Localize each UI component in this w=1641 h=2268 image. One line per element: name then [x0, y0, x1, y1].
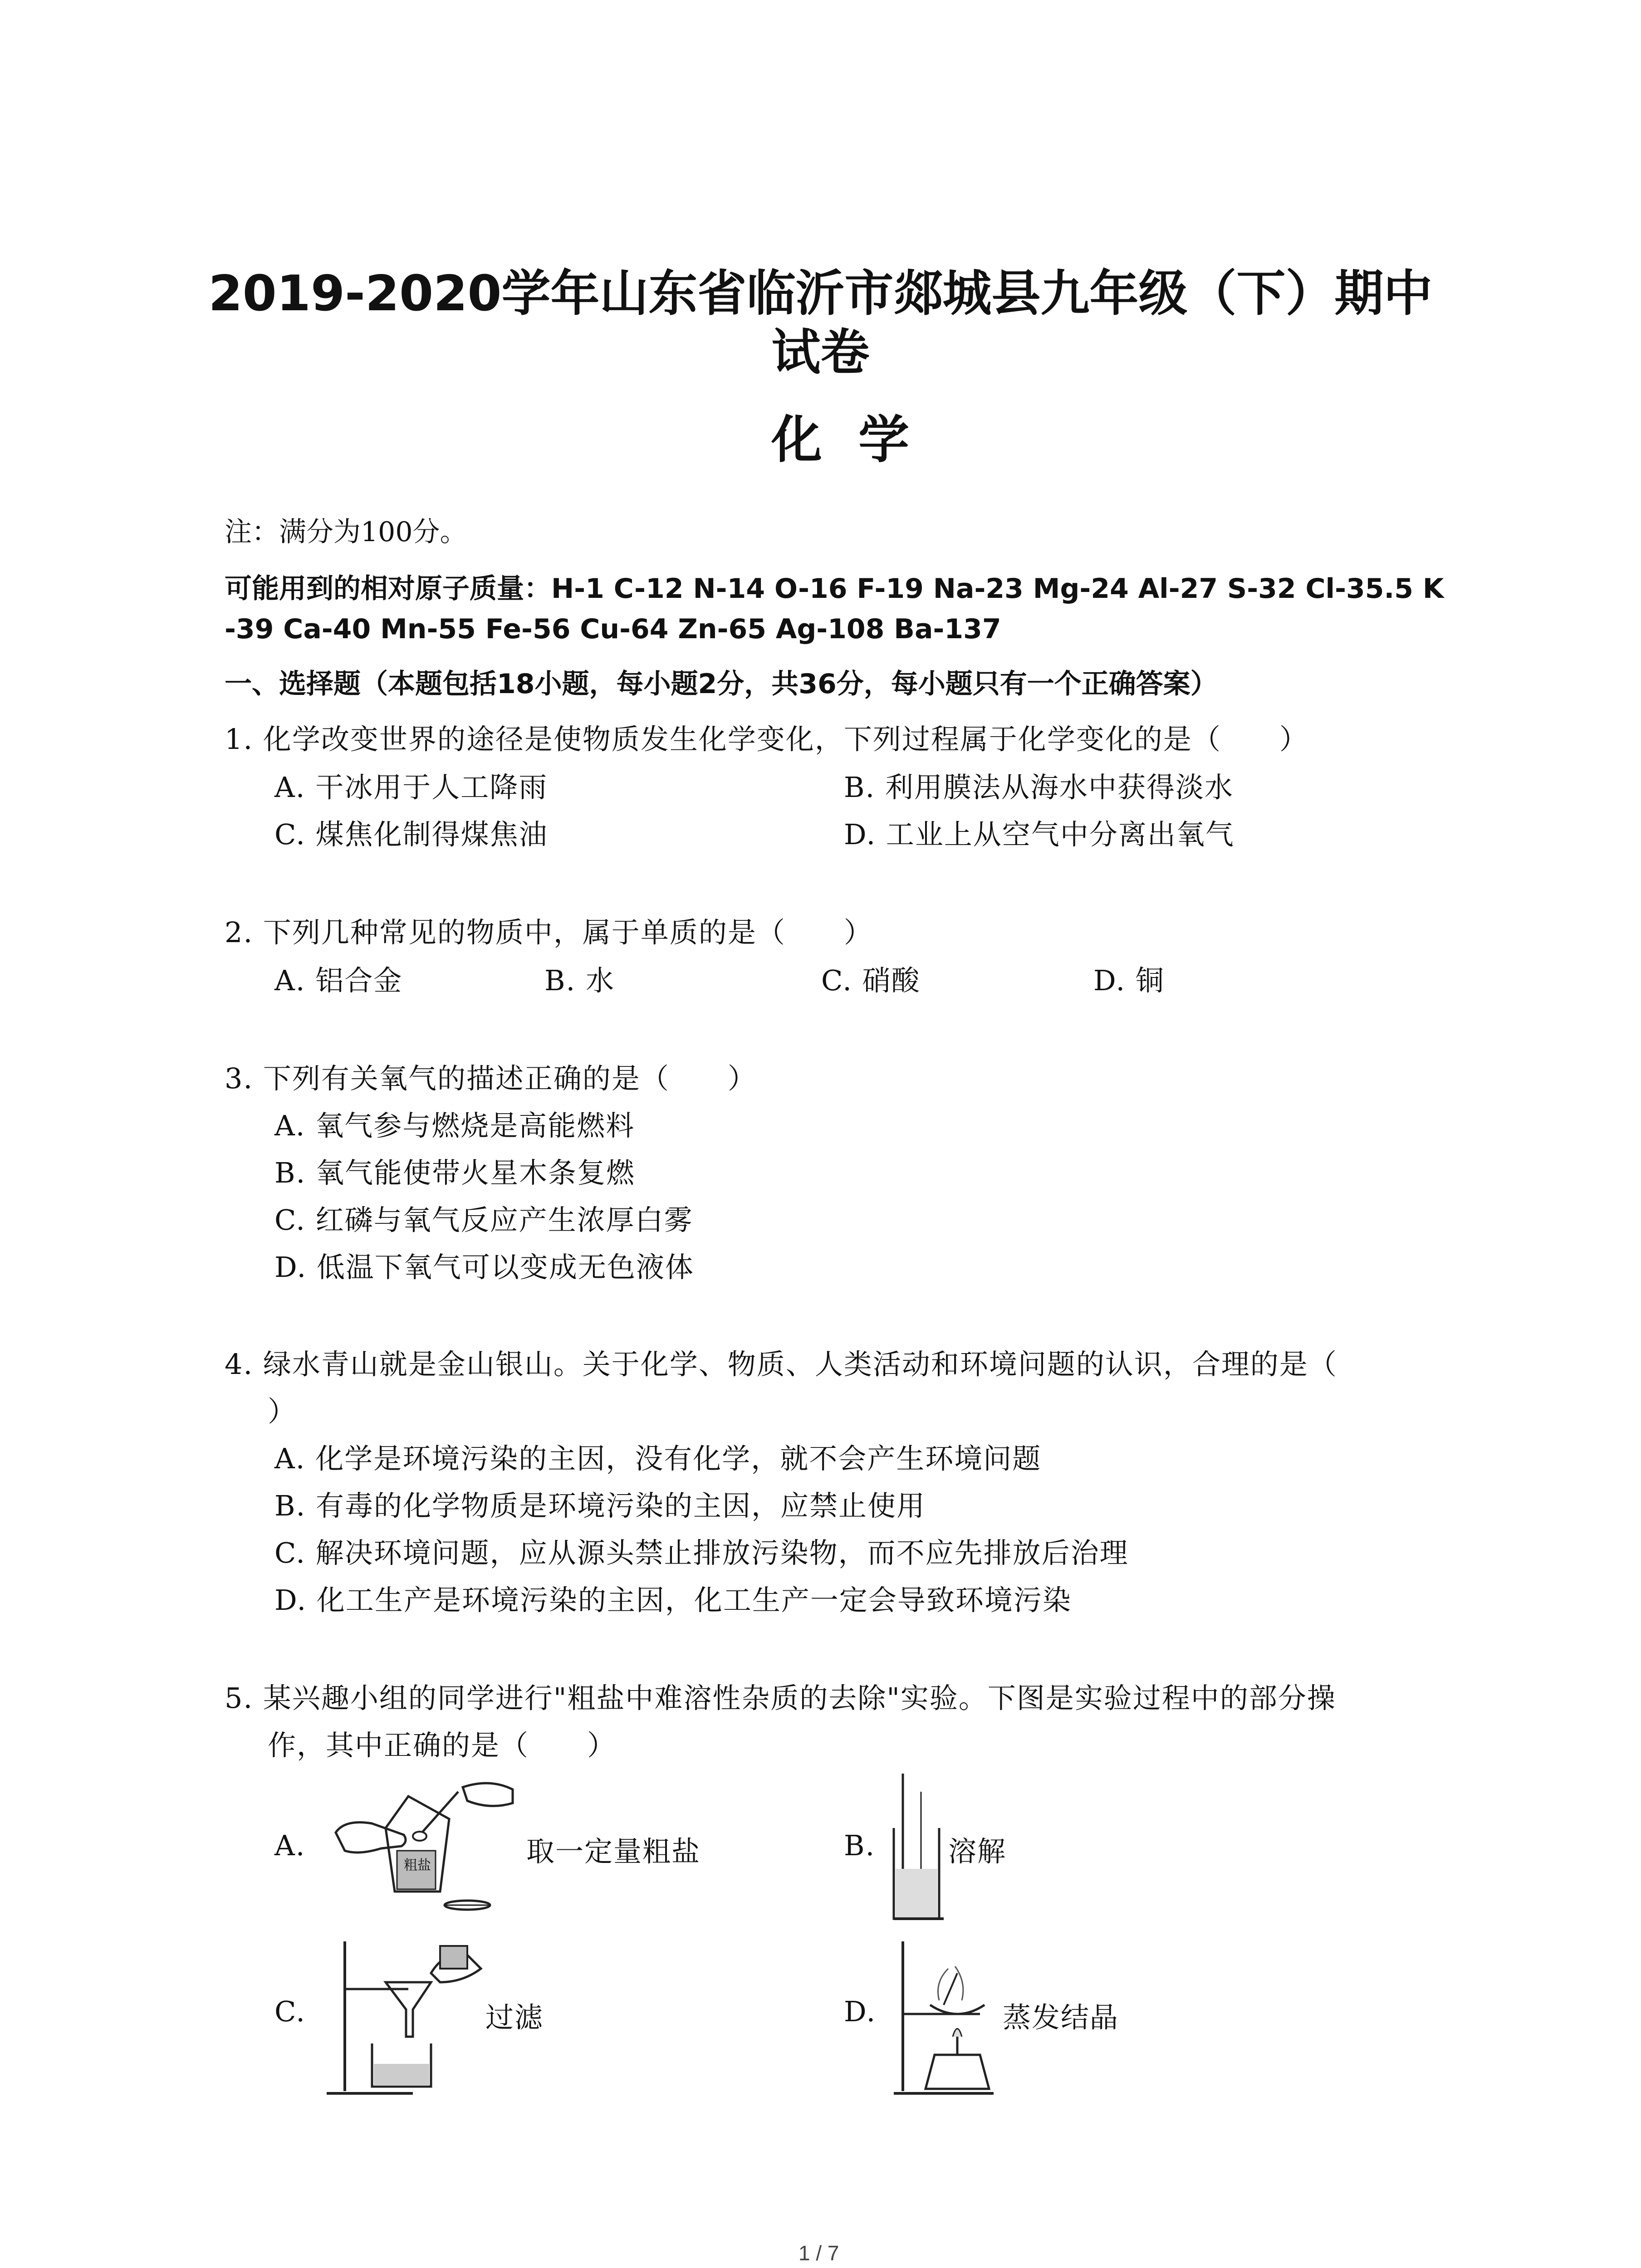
option-c: C. 煤焦化制得煤焦油 — [274, 818, 548, 851]
option-a-caption: 取一定量粗盐 — [526, 1835, 701, 1868]
exam-title-line2: 试卷 — [771, 324, 870, 381]
atomic-masses-line1: 可能用到的相对原子质量：H-1 C-12 N-14 O-16 F-19 Na-23 Mg-24 Al-27 S-32 Cl-35.5 K — [225, 573, 1444, 605]
option-c: C. 硝酸 — [821, 964, 921, 997]
score-note: 注：满分为100分。 — [225, 516, 467, 548]
question-stem-cont: 作，其中正确的是（ ） — [268, 1729, 617, 1762]
evaporation-dish-icon — [889, 1932, 1007, 2105]
page-number: 1 / 7 — [798, 2241, 839, 2265]
question-stem: 1. 化学改变世界的途径是使物质发生化学变化，下列过程属于化学变化的是（ ） — [225, 723, 1308, 756]
option-d: D. 低温下氧气可以变成无色液体 — [274, 1251, 694, 1284]
option-a: A. 氧气参与燃烧是高能燃料 — [274, 1109, 635, 1142]
question-stem: 5. 某兴趣小组的同学进行"粗盐中难溶性杂质的去除"实验。下图是实验过程中的部分操 — [225, 1681, 1336, 1715]
spoon-salt-icon — [318, 1769, 522, 1928]
option-c-letter: C. — [274, 1995, 306, 2028]
option-a: A. 铝合金 — [274, 964, 403, 997]
option-b-caption: 溶解 — [948, 1835, 1007, 1868]
option-b: B. 利用膜法从海水中获得淡水 — [844, 771, 1234, 804]
exam-title-line1: 2019-2020学年山东省临沂市郯城县九年级（下）期中 — [208, 265, 1433, 322]
option-c: C. 解决环境问题，应从源头禁止排放污染物，而不应先排放后治理 — [274, 1536, 1129, 1569]
option-b-letter: B. — [844, 1829, 876, 1862]
option-a: A. 化学是环境污染的主因，没有化学，就不会产生环境问题 — [274, 1442, 1042, 1475]
filter-funnel-icon — [318, 1932, 490, 2105]
question-stem-cont: ） — [268, 1395, 297, 1428]
option-d-letter: D. — [844, 1995, 877, 2028]
option-b: B. 氧气能使带火星木条复燃 — [274, 1156, 635, 1189]
option-c: C. 红磷与氧气反应产生浓厚白雾 — [274, 1203, 693, 1237]
question-stem: 2. 下列几种常见的物质中，属于单质的是（ ） — [225, 916, 873, 949]
option-d: D. 工业上从空气中分离出氧气 — [844, 818, 1234, 851]
atomic-masses-line2: -39 Ca-40 Mn-55 Fe-56 Cu-64 Zn-65 Ag-108 Ba-137 — [225, 613, 1001, 645]
subject-title: 化学 — [771, 411, 945, 469]
question-stem: 3. 下列有关氧气的描述正确的是（ ） — [225, 1062, 757, 1095]
option-b: B. 水 — [544, 964, 615, 997]
option-d: D. 铜 — [1093, 964, 1165, 997]
option-a: A. 干冰用于人工降雨 — [274, 771, 548, 804]
question-stem: 4. 绿水青山就是金山银山。关于化学、物质、人类活动和环境问题的认识，合理的是（ — [225, 1348, 1337, 1381]
option-d: D. 化工生产是环境污染的主因，化工生产一定会导致环境污染 — [274, 1584, 1072, 1617]
option-a-letter: A. — [274, 1829, 306, 1862]
option-d-caption: 蒸发结晶 — [1003, 2001, 1119, 2034]
beaker-stir-icon — [889, 1769, 948, 1928]
salt-label: 粗盐 — [404, 1857, 431, 1873]
section-header: 一、选择题（本题包括18小题，每小题2分，共36分，每小题只有一个正确答案） — [225, 668, 1218, 700]
option-c-caption: 过滤 — [485, 2001, 544, 2034]
option-b: B. 有毒的化学物质是环境污染的主因，应禁止使用 — [274, 1489, 926, 1522]
